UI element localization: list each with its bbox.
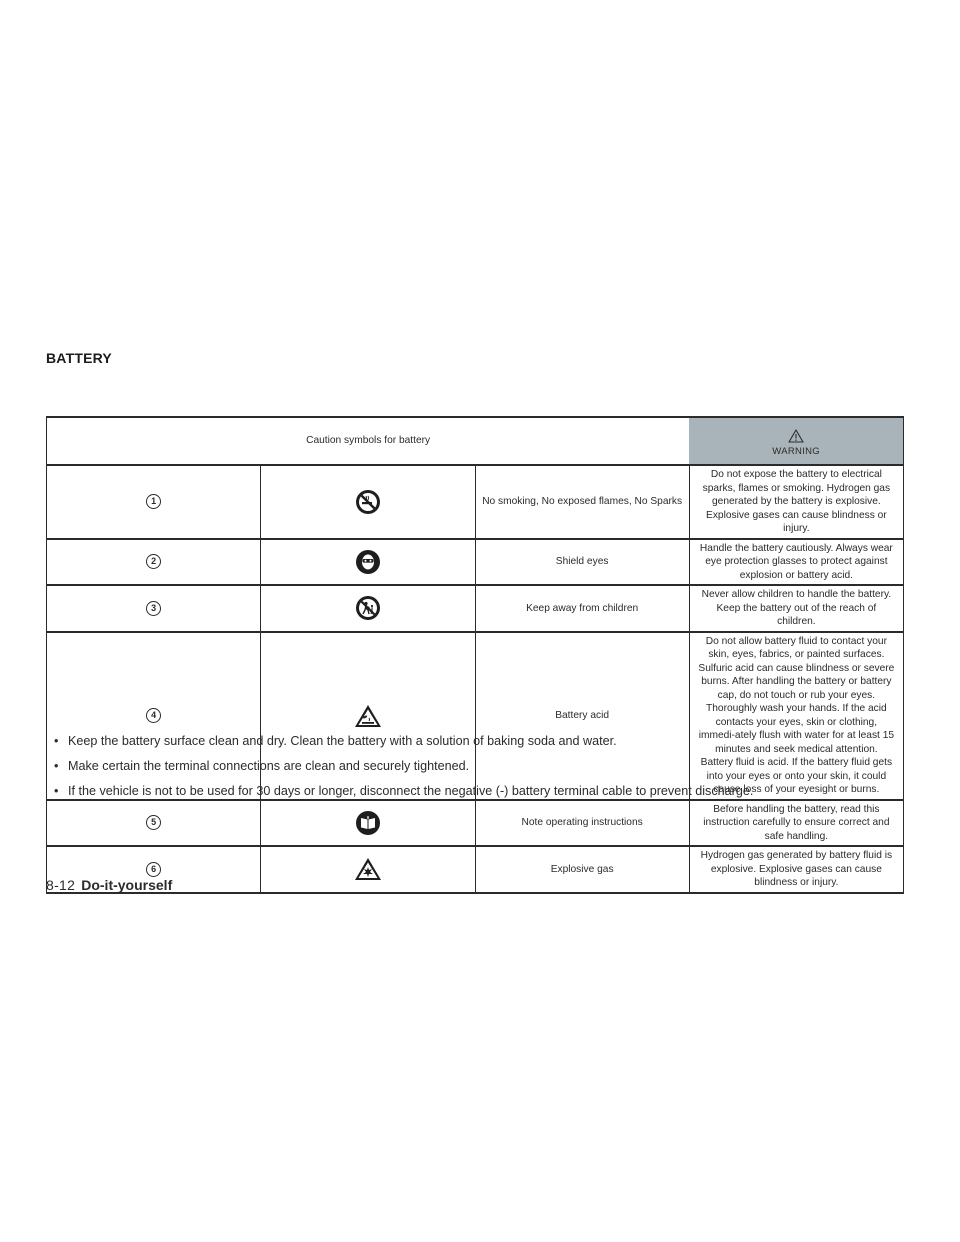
symbol-name: No smoking, No exposed flames, No Sparks [475,465,689,539]
battery-acid-icon [354,703,382,729]
chapter-title: Do-it-yourself [81,877,173,893]
symbol-name: Keep away from children [475,585,689,632]
table-row [47,539,904,586]
symbol-name: Shield eyes [475,539,689,586]
symbol-description: Hydrogen gas generated by battery fluid is explosive. Explosive gases can cause blindness or injury. [689,846,903,893]
warning-label: WARNING [772,446,820,458]
bullet-list [54,733,914,808]
symbol-description: Before handling the battery, read this instruction carefully to ensure correct and safe handling. [689,800,903,847]
table-header-warning [689,417,903,465]
row-number: 4 [146,708,161,723]
explosive-gas-icon [354,856,382,882]
row-number: 6 [146,862,161,877]
bullet-dot: • [54,759,59,773]
list-item: • Make certain the terminal connections are clean and securely tightened. [54,759,470,773]
list-item: • Keep the battery surface clean and dry. Clean the battery with a solution of baking soda and water. [54,734,617,748]
table-header-caution: Caution symbols for battery [47,417,690,465]
symbol-description: Do not allow battery fluid to contact your skin, eyes, fabrics, or painted surfaces. Sulfuric acid can cause blindness or severe burns. After handling the battery or battery cap, do not touch or rub your eyes. Thoroughly wash your hands. If the acid contacts your eyes, skin or clothing, immedi-ately flush with water for at least 15 minutes and seek medical attention. Battery fluid is acid. If the battery fluid gets into your eyes or onto your skin, it could cause loss of your eyesight or burns. [689,632,903,800]
page-number: 8-12 [46,877,76,893]
symbol-description: Do not expose the battery to electrical sparks, flames or smoking. Hydrogen gas generated by the battery is explosive. Explosive gases can cause blindness or injury. [689,465,903,539]
page-footer [46,877,172,893]
row-number: 2 [146,554,161,569]
table-row [47,846,904,893]
bullet-dot: • [54,734,59,748]
symbol-description: Never allow children to handle the battery. Keep the battery out of the reach of children. [689,585,903,632]
section-title: BATTERY [46,350,112,366]
keep-away-children-icon [355,595,381,621]
table-row [47,465,904,539]
symbol-description: Handle the battery cautiously. Always wear eye protection glasses to protect against explosion or battery acid. [689,539,903,586]
caution-symbols-table [46,416,904,894]
row-number: 5 [146,815,161,830]
bullet-dot: • [54,784,59,798]
symbol-name: Explosive gas [475,846,689,893]
row-number: 3 [146,601,161,616]
table-row [47,585,904,632]
symbol-name: Battery acid [475,632,689,800]
symbol-name: Note operating instructions [475,800,689,847]
shield-eyes-icon [355,549,381,575]
no-smoking-icon [355,489,381,515]
operating-instructions-icon [355,810,381,836]
row-number: 1 [146,494,161,509]
warning-triangle-icon [788,429,804,443]
list-item: • If the vehicle is not to be used for 30 days or longer, disconnect the negative (-) battery terminal cable to prevent discharge. [54,784,754,798]
